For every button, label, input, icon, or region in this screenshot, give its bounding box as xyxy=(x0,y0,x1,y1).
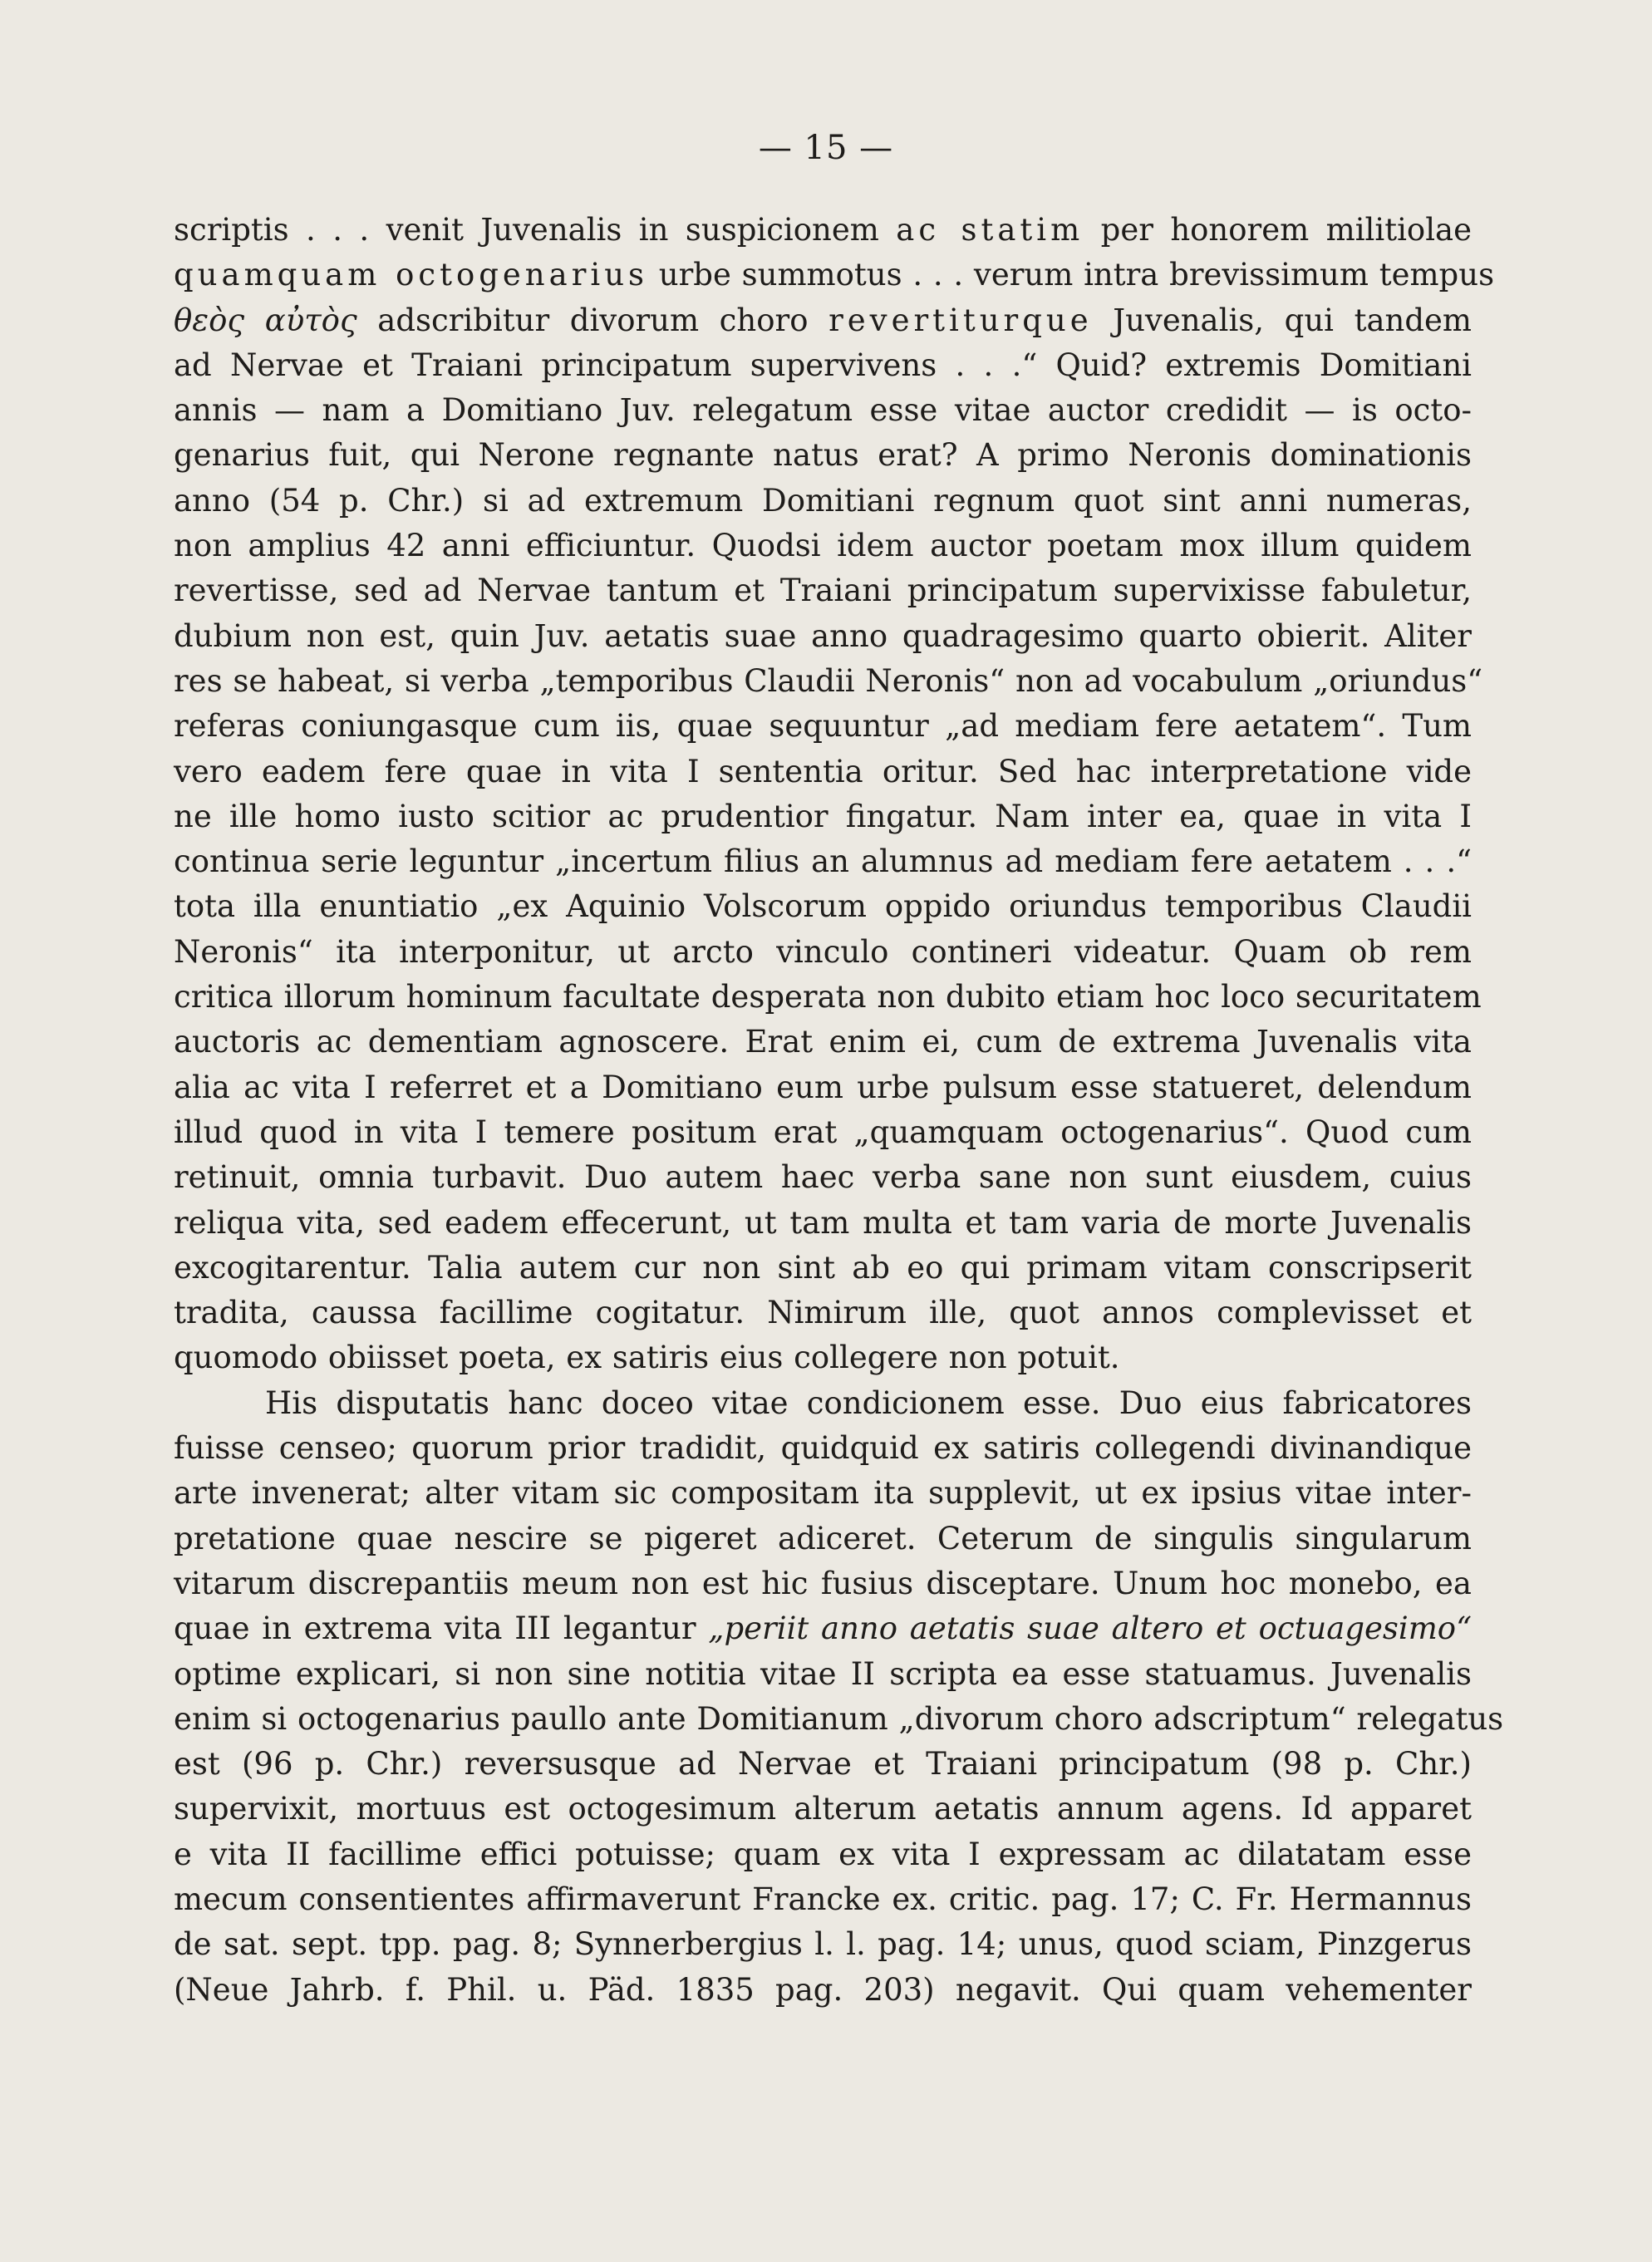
text-line xyxy=(174,479,1472,524)
text-line xyxy=(174,659,1483,704)
text-run: ad Nervae et Traiani principatum supervivens . . .“ Quid? extremis Domitiani xyxy=(174,347,1472,383)
text-run: non amplius 42 anni efficiuntur. Quodsi idem auctor poetam mox illum quidem xyxy=(174,528,1472,564)
text-run: anno (54 p. Chr.) si ad extremum Domitiani regnum quot sint anni numeras, xyxy=(174,482,1472,519)
text-run: fuisse censeo; quorum prior tradidit, quidquid ex satiris collegendi divinandique xyxy=(174,1430,1472,1467)
text-run: auctoris ac dementiam agnoscere. Erat enim ei, cum de extrema Juvenalis vita xyxy=(174,1024,1472,1060)
text-line xyxy=(174,208,1472,253)
text-line xyxy=(174,298,1472,343)
body-text xyxy=(174,208,1504,2013)
text-line xyxy=(174,1065,1472,1110)
text-line xyxy=(174,1155,1472,1200)
text-line xyxy=(174,1561,1472,1606)
text-run: enim si octogenarius paullo ante Domitianum „divorum choro adscriptum“ relegatus xyxy=(174,1700,1504,1737)
italic-text: „periit anno aetatis suae altero et octuagesimo“ xyxy=(708,1610,1472,1647)
text-line xyxy=(174,794,1472,839)
spaced-text: quamquam octogenarius xyxy=(174,257,649,293)
text-run: illud quod in vita I temere positum erat „quamquam octogenarius“. Quod cum xyxy=(174,1114,1472,1150)
text-line xyxy=(174,253,1495,298)
text-run: tota illa enuntiatio „ex Aquinio Volscorum oppido oriundus temporibus Claudii xyxy=(174,888,1472,925)
text-run: vero eadem fere quae in vita I sententia oritur. Sed hac interpretatione vide xyxy=(174,753,1472,789)
text-line xyxy=(174,1246,1472,1291)
text-line xyxy=(174,1381,1472,1426)
text-line xyxy=(174,1742,1472,1787)
text-run: genarius fuit, qui Nerone regnante natus erat? A primo Neronis dominationis xyxy=(174,437,1472,474)
text-line xyxy=(174,1968,1472,2013)
text-line xyxy=(174,433,1472,478)
text-run: excogitarentur. Talia autem cur non sint ab eo qui primam vitam conscripserit xyxy=(174,1249,1472,1286)
text-line xyxy=(174,1471,1472,1516)
italic-text: θεὸς αὐτὸς xyxy=(174,302,357,338)
text-line xyxy=(174,1877,1472,1922)
text-line xyxy=(174,750,1472,794)
text-run: (Neue Jahrb. f. Phil. u. Päd. 1835 pag. 203) negavit. Qui quam vehementer xyxy=(174,1971,1472,2008)
text-line xyxy=(174,1020,1472,1065)
text-run: continua serie leguntur „incertum filius an alumnus ad mediam fere aetatem . . .“ xyxy=(174,843,1472,880)
text-run: optime explicari, si non sine notitia vitae II scripta ea esse statuamus. Juvenalis xyxy=(174,1655,1472,1692)
text-line xyxy=(174,1652,1472,1697)
text-line xyxy=(174,1110,1472,1155)
text-line xyxy=(174,839,1472,884)
text-run: quae in extrema vita III legantur xyxy=(174,1610,709,1647)
spaced-text: ac statim xyxy=(896,212,1084,248)
text-line xyxy=(174,975,1482,1020)
text-line xyxy=(174,1201,1472,1246)
text-line xyxy=(174,568,1472,613)
text-line xyxy=(174,1517,1472,1561)
text-run: alia ac vita I referret et a Domitiano eum urbe pulsum esse statueret, delendum xyxy=(174,1069,1472,1105)
text-run: dubium non est, quin Juv. aetatis suae anno quadragesimo quarto obierit. Aliter xyxy=(174,617,1472,654)
text-run: quomodo obiisset poeta, ex satiris eius collegere non potuit. xyxy=(174,1340,1120,1376)
text-run: e vita II facillime effici potuisse; quam ex vita I expressam ac dilatatam esse xyxy=(174,1836,1472,1872)
text-run: per honorem militiolae xyxy=(1084,212,1472,248)
text-run: reliqua vita, sed eadem effecerunt, ut tam multa et tam varia de morte Juvenalis xyxy=(174,1204,1472,1241)
text-run: retinuit, omnia turbavit. Duo autem haec verba sane non sunt eiusdem, cuius xyxy=(174,1159,1472,1196)
text-line xyxy=(174,930,1472,975)
text-line xyxy=(174,1291,1472,1335)
text-run: vitarum discrepantiis meum non est hic fusius disceptare. Unum hoc monebo, ea xyxy=(174,1565,1472,1601)
text-line xyxy=(174,343,1472,388)
text-run: scriptis . . . venit Juvenalis in suspicionem xyxy=(174,212,897,248)
text-run: urbe summotus . . . verum intra brevissimum tempus xyxy=(648,257,1495,293)
text-line xyxy=(174,1787,1472,1832)
text-run: mecum consentientes affirmaverunt Francke ex. critic. pag. 17; C. Fr. Hermannus xyxy=(174,1881,1472,1917)
text-line xyxy=(174,614,1472,659)
text-run: annis — nam a Domitiano Juv. relegatum esse vitae auctor credidit — is octo- xyxy=(174,392,1472,429)
text-line xyxy=(174,388,1472,433)
text-run: Neronis“ ita interponitur, ut arcto vinculo contineri videatur. Quam ob rem xyxy=(174,933,1472,970)
text-line xyxy=(174,884,1472,929)
text-run: pretatione quae nescire se pigeret adiceret. Ceterum de singulis singularum xyxy=(174,1520,1472,1556)
text-line xyxy=(174,1606,1472,1651)
text-run: ne ille homo iusto scitior ac prudentior fingatur. Nam inter ea, quae in vita I xyxy=(174,798,1472,834)
text-line xyxy=(174,1922,1472,1967)
text-run: res se habeat, si verba „temporibus Claudii Neronis“ non ad vocabulum „oriundus“ xyxy=(174,662,1483,699)
spaced-text: revertiturque xyxy=(828,302,1093,338)
text-run: revertisse, sed ad Nervae tantum et Traiani principatum supervixisse fabuletur, xyxy=(174,573,1472,609)
text-line xyxy=(174,1697,1504,1742)
text-run: His disputatis hanc doceo vitae condicionem esse. Duo eius fabricatores xyxy=(265,1384,1472,1421)
text-run: Juvenalis, qui tandem xyxy=(1092,302,1473,338)
page-number: — 15 — xyxy=(758,129,894,167)
text-run: de sat. sept. tpp. pag. 8; Synnerbergius l. l. pag. 14; unus, quod sciam, Pinzgerus xyxy=(174,1926,1472,1963)
text-run: supervixit, mortuus est octogesimum alterum aetatis annum agens. Id apparet xyxy=(174,1791,1472,1827)
text-run: est (96 p. Chr.) reversusque ad Nervae et Traiani principatum (98 p. Chr.) xyxy=(174,1746,1472,1783)
text-run: critica illorum hominum facultate desperata non dubito etiam hoc loco securitatem xyxy=(174,979,1482,1015)
text-run: adscribitur divorum choro xyxy=(356,302,829,338)
text-line xyxy=(174,1335,1472,1380)
text-run: arte invenerat; alter vitam sic compositam ita supplevit, ut ex ipsius vitae inter- xyxy=(174,1475,1472,1512)
text-line xyxy=(174,1426,1472,1471)
text-run: referas coniungasque cum iis, quae sequuntur „ad mediam fere aetatem“. Tum xyxy=(174,708,1472,745)
text-run: tradita, caussa facillime cogitatur. Nimirum ille, quot annos complevisset et xyxy=(174,1295,1472,1331)
text-line xyxy=(174,1832,1472,1877)
text-line xyxy=(174,704,1472,749)
text-line xyxy=(174,524,1472,568)
